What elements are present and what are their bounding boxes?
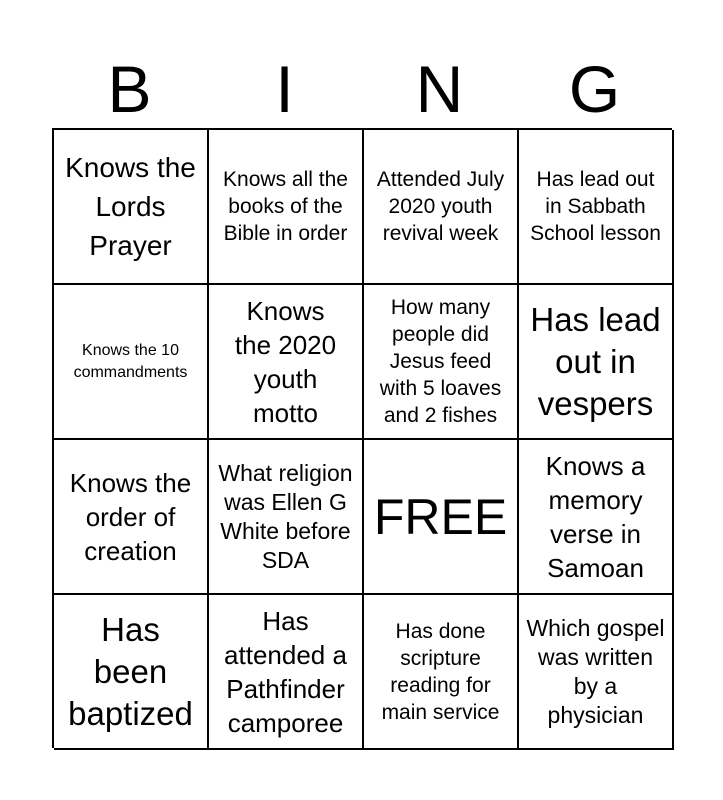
bingo-cell-r4c1[interactable]: [54, 595, 209, 750]
bingo-cell-r1c1[interactable]: [54, 130, 209, 285]
bingo-cell-text: Knows a memory verse in Samoan: [545, 450, 646, 583]
bingo-cell-text: Attended July 2020 youth revival week: [376, 168, 505, 245]
bingo-cell-r4c2[interactable]: [209, 595, 364, 750]
bingo-cell-r3c4[interactable]: [519, 440, 674, 595]
bingo-header: [52, 50, 672, 128]
free-space-text: FREE: [373, 488, 508, 545]
bingo-free-space[interactable]: [364, 440, 519, 595]
bingo-cell-text: Has done scripture reading for main service: [381, 619, 500, 724]
bingo-cell-text: Which gospel was written by a physician: [526, 614, 665, 728]
bingo-cell-text: Knows the 10 commandments: [73, 341, 188, 381]
bingo-cell-text: How many people did Jesus feed with 5 loaves and 2 fishes: [379, 296, 502, 427]
bingo-cell-text: Has lead out in vespers: [530, 300, 661, 422]
bingo-cell-r2c1[interactable]: [54, 285, 209, 440]
bingo-board: [52, 128, 672, 748]
bingo-cell-r1c3[interactable]: [364, 130, 519, 285]
header-letter-n: N: [415, 52, 464, 126]
bingo-cell-r2c4[interactable]: [519, 285, 674, 440]
bingo-cell-r3c2[interactable]: [209, 440, 364, 595]
bingo-cell-r3c1[interactable]: [54, 440, 209, 595]
bingo-cell-r2c2[interactable]: [209, 285, 364, 440]
bingo-cell-r1c2[interactable]: [209, 130, 364, 285]
header-letter-i: I: [275, 52, 294, 126]
bingo-cell-r2c3[interactable]: [364, 285, 519, 440]
bingo-cell-r4c3[interactable]: [364, 595, 519, 750]
bingo-cell-text: Knows all the books of the Bible in order: [223, 168, 348, 245]
bingo-cell-text: Has been baptized: [68, 610, 193, 732]
bingo-cell-text: Knows the 2020 youth motto: [234, 295, 337, 428]
header-letter-g: G: [568, 52, 621, 126]
bingo-cell-text: Knows the Lords Prayer: [65, 152, 196, 261]
bingo-cell-text: Knows the order of creation: [69, 467, 192, 566]
header-letter-b: B: [107, 52, 152, 126]
bingo-cell-r1c4[interactable]: [519, 130, 674, 285]
bingo-cell-text: Has attended a Pathfinder camporee: [224, 605, 347, 738]
bingo-cell-text: Has lead out in Sabbath School lesson: [530, 168, 661, 245]
bingo-cell-text: What religion was Ellen G White before SDA: [218, 459, 353, 573]
bingo-cell-r4c4[interactable]: [519, 595, 674, 750]
